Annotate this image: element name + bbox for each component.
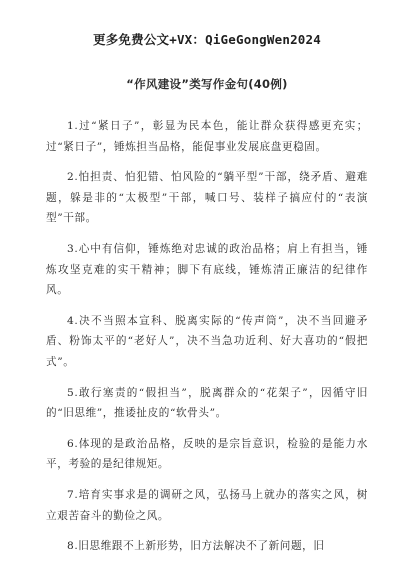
quote-item-4: 4.决不当照本宣科、脱离实际的“传声筒”，决不当回避矛盾、粉饰太平的“老好人”，决不当急功近利、好大喜功的“假把式”。 [46,314,368,368]
quote-item-7: 7.培育实事求是的调研之风，弘扬马上就办的落实之风，树立艰苦奋斗的勤俭之风。 [46,488,368,522]
quote-item-6: 6.体现的是政治品格，反映的是宗旨意识，检验的是能力水平，考验的是纪律规矩。 [46,437,368,471]
quote-item-8: 8.旧思维跟不上新形势，旧方法解决不了新问题，旧 [67,540,325,553]
quote-item-5: 5.敢行塞责的“假担当”，脱离群众的“花架子”，因循守旧的“旧思维”，推诿扯皮的“软骨头”。 [46,386,368,420]
document-title: “作风建设”类写作金句(40例) [126,77,288,91]
quote-item-2: 2.怕担责、怕犯错、怕风险的“躺平型”干部，绕矛盾、避难题，躲是非的“太极型”干部，喊口号、装样子搞应付的“表演型”干部。 [46,171,368,225]
quote-item-1: 1.过“紧日子”，彰显为民本色，能让群众获得感更充实；过“紧日子”，锤炼担当品格，能促事业发展底盘更稳固。 [46,120,368,153]
quote-list [46,116,368,557]
page-header-banner: 更多免费公文+VX：QiGeGongWen2024 [93,32,321,47]
quote-item-3: 3.心中有信仰，锤炼绝对忠诚的政治品格；肩上有担当，锤炼攻坚克难的实干精神；脚下有底线，锤炼清正廉洁的纪律作风。 [46,242,368,297]
